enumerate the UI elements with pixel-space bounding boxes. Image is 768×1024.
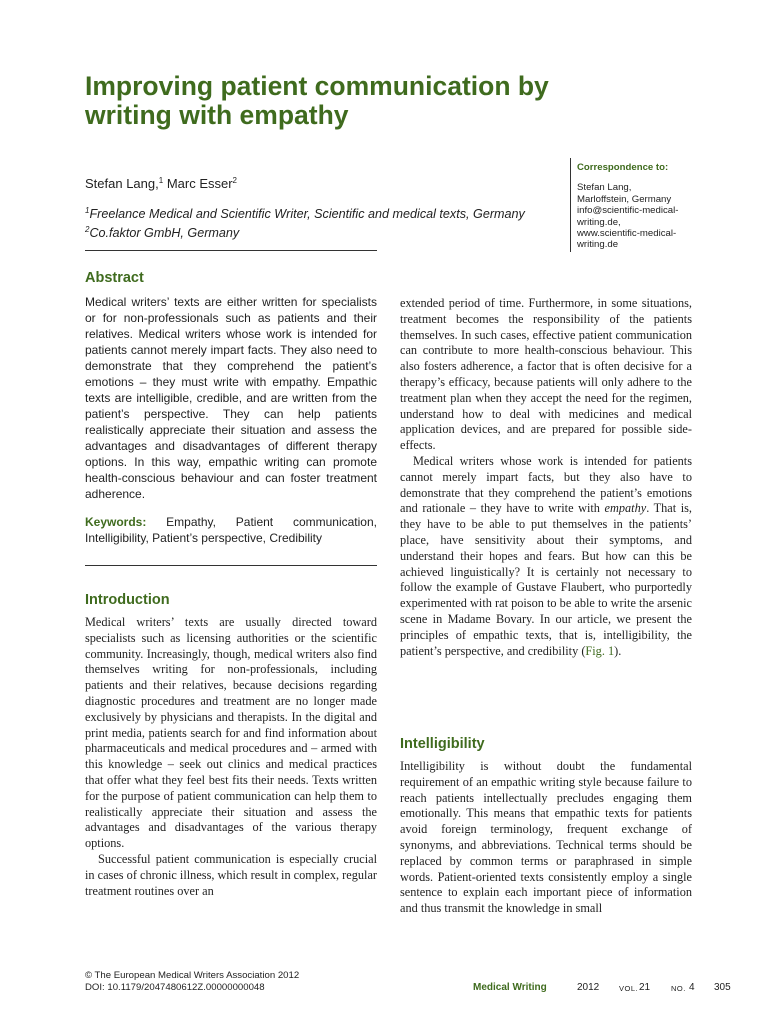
- paragraph: extended period of time. Furthermore, in some situations, treatment becomes the responsibility of the patients themselves. In such cases, effective patient communication can contribute to more health-conscious behaviour. This also fosters adherence, a factor that is often decisive for a therapy’s efficacy, because patients will only adhere to the treatment plan when they accept the need for the regimen, understand how to deal with medicines and medical application devices, and are prepared for possible side-effects.: [400, 296, 692, 453]
- author-list: [85, 176, 237, 191]
- keywords-label: Keywords:: [85, 515, 147, 529]
- paragraph: Medical writers’ texts are usually directed toward specialists such as licensing authorities or the scientific community. Increasingly, though, medical writers also find themselves writing for non-professionals, including patients and their relatives, because decisions regarding diagnostic procedures and treatment are no longer made exclusively by physicians and therapists. In the digital and print media, patients search for and find information about pharmaceuticals and medical procedures and – armed with this knowledge – seek out clinics and medical practices that offer what they feel best fits their needs. Texts written for the purpose of patient communication can help them to realistically appreciate their situation and assess the advantages and disadvantages of the various therapy options.: [85, 615, 377, 851]
- abstract-heading: Abstract: [85, 270, 144, 286]
- article-title: Improving patient communication by writing with empathy: [85, 71, 549, 130]
- correspondence-line: writing.de,: [577, 216, 621, 228]
- affiliation-mark: 2: [232, 176, 237, 185]
- intelligibility-text: [400, 759, 692, 917]
- issue-number: 4: [689, 982, 695, 993]
- author-name: Marc Esser: [166, 176, 233, 191]
- correspondence-line: info@scientific-medical-: [577, 205, 679, 217]
- introduction-heading: Introduction: [85, 592, 170, 608]
- correspondence-line: writing.de: [577, 239, 619, 251]
- correspondence-box: [570, 158, 707, 252]
- divider: [85, 250, 377, 251]
- right-column-text: [400, 296, 692, 659]
- footer-left: [85, 970, 299, 993]
- correspondence-line: www.scientific-medical-: [577, 228, 677, 240]
- keywords-list: Empathy, Patient communication, Intelligibility, Patient’s perspective, Credibility: [85, 515, 377, 545]
- figure-reference-link[interactable]: Fig. 1: [585, 643, 615, 658]
- page-number: 305: [714, 982, 731, 993]
- abstract-body: [85, 294, 377, 502]
- affiliations: [85, 203, 565, 241]
- journal-name: Medical Writing: [473, 982, 547, 993]
- affiliation-mark: 2: [85, 225, 90, 234]
- issue-label: NO.: [671, 983, 686, 993]
- doi-line: DOI: 10.1179/2047480612Z.00000000048: [85, 981, 265, 993]
- paragraph: Intelligibility is without doubt the fundamental requirement of an empathic writing style because failure to reach patients intellectually precludes engaging them emotionally. This means that empathic texts for patients avoid foreign terminology, frequent exchange of synonyms, and abbreviations. Technical terms should be replaced by common terms or paraphrased in simple words. Patient-oriented texts consistently employ a single sentence to explain each important piece of information and thus transmit the knowledge in small: [400, 759, 692, 916]
- abstract-text: Medical writers’ texts are either written for specialists or for non-professionals such as patients and their relatives. Medical writers whose work is intended for patients cannot merely impart facts. They also need to demonstrate that they comprehend the patient’s emotions – they must write with empathy. Empathic texts are intelligible, credible, and are written from the patient’s perspective. They can help patients realistically appreciate their situation and assess the advantages and disadvantages of different therapy options. In this way, empathic writing can promote health-conscious behaviour and can foster treatment adherence.: [85, 295, 377, 501]
- affiliation-mark: 1: [85, 206, 90, 215]
- divider: [85, 565, 377, 566]
- left-column-text: [85, 615, 377, 899]
- affiliation-mark: 1: [158, 176, 164, 185]
- correspondence-line: Stefan Lang,: [577, 182, 632, 194]
- volume-number: 21: [639, 982, 651, 993]
- emphasis: empathy: [604, 501, 647, 516]
- author-name: Stefan Lang,: [85, 176, 159, 191]
- affiliation-line: $^2$Co.faktor GmbH, Germany: [85, 225, 240, 240]
- volume-label: VOL.: [619, 983, 639, 993]
- correspondence-label: Correspondence to:: [577, 162, 669, 173]
- paragraph: Successful patient communication is especially crucial in cases of chronic illness, which result in complex, regular treatment routines over an: [85, 851, 377, 898]
- footer-year: 2012: [577, 982, 600, 993]
- paragraph: Medical writers whose work is intended for patients cannot merely impart facts, but they also have to demonstrate that they comprehend the patient’s emotions and rationale – they have to write with empathy. That is, they have to be able to put themselves in the patients’ place, have sensitivity about their symptoms, and understand their hopes and fears. But how can this be achieved linguistically? It is certainly not necessary to follow the example of Gustave Flaubert, who purportedly experimented with rat poison to be able to write the arsenic scene in Madame Bovary. In our article, we present the principles of empathic texts, that is, intelligibility, the patient’s perspective, and credibility (Fig. 1).: [400, 453, 692, 658]
- intelligibility-heading: Intelligibility: [400, 736, 485, 752]
- affiliation-line: $^1$Freelance Medical and Scientific Writer, Scientific and medical texts, Germany: [85, 206, 525, 221]
- keywords-block: [85, 514, 377, 546]
- correspondence-line: Marloffstein, Germany: [577, 193, 672, 205]
- copyright-line: © The European Medical Writers Association 2012: [85, 970, 300, 981]
